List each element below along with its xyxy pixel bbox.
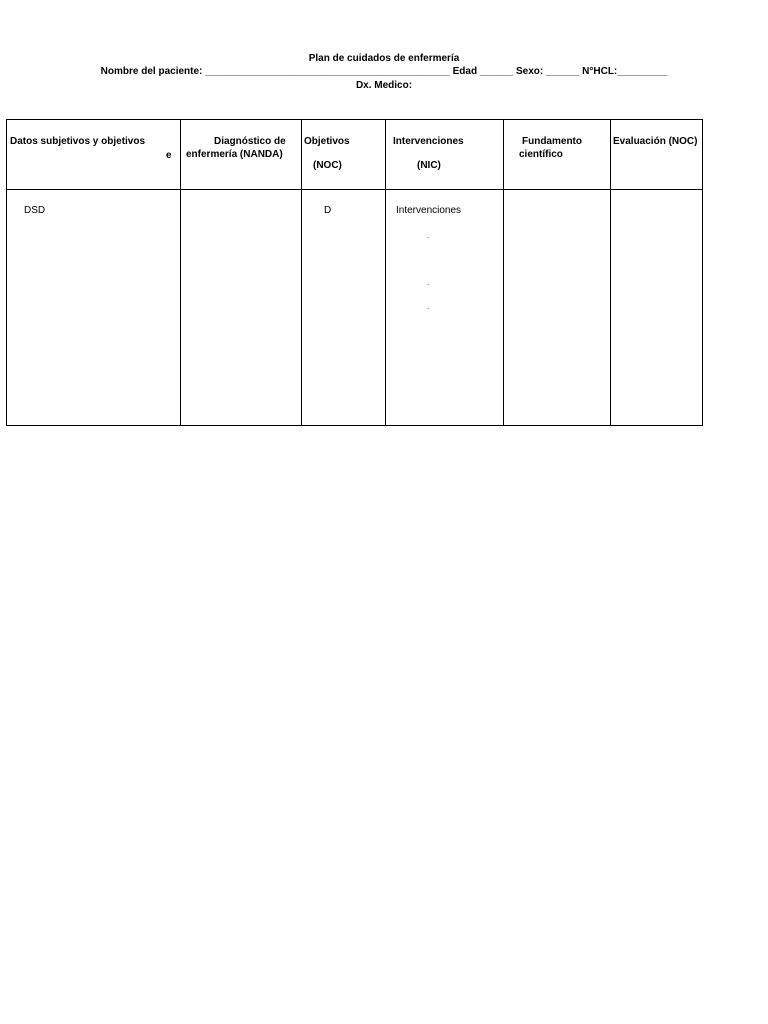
column-divider <box>610 120 611 425</box>
patient-info-line: Nombre del paciente: ____________________________________________ Edad ______ Sexo: ______ N°HCL:_________ <box>100 66 668 77</box>
header-intervenciones-nic: (NIC) <box>417 160 441 171</box>
header-fundamento-cientifico: científico <box>519 149 563 160</box>
header-evaluacion: Evaluación (NOC) <box>613 136 698 147</box>
header-diagnostico: Diagnóstico de <box>214 136 286 147</box>
column-divider <box>385 120 386 425</box>
header-intervenciones: Intervenciones <box>393 136 464 147</box>
column-divider <box>301 120 302 425</box>
header-objetivos: Objetivos <box>304 136 350 147</box>
cell-intervenciones: Intervenciones <box>396 205 462 216</box>
bullet-dot: . <box>427 230 430 240</box>
header-datos-suffix: e <box>166 150 172 161</box>
header-objetivos-noc: (NOC) <box>313 160 342 171</box>
medical-diagnosis-line: Dx. Medico: <box>355 80 413 91</box>
header-datos: Datos subjetivos y objetivos <box>10 136 146 147</box>
column-divider <box>503 120 504 425</box>
cell-objetivos: D <box>324 205 332 216</box>
care-plan-table <box>6 119 703 426</box>
bullet-dot: . <box>427 301 430 311</box>
cell-datos: DSD <box>24 205 46 216</box>
header-row-divider <box>7 189 702 190</box>
header-diagnostico-nanda: enfermería (NANDA) <box>186 149 283 160</box>
header-fundamento: Fundamento <box>522 136 582 147</box>
column-divider <box>180 120 181 425</box>
bullet-dot: . <box>427 277 430 287</box>
document-title: Plan de cuidados de enfermería <box>308 53 460 64</box>
